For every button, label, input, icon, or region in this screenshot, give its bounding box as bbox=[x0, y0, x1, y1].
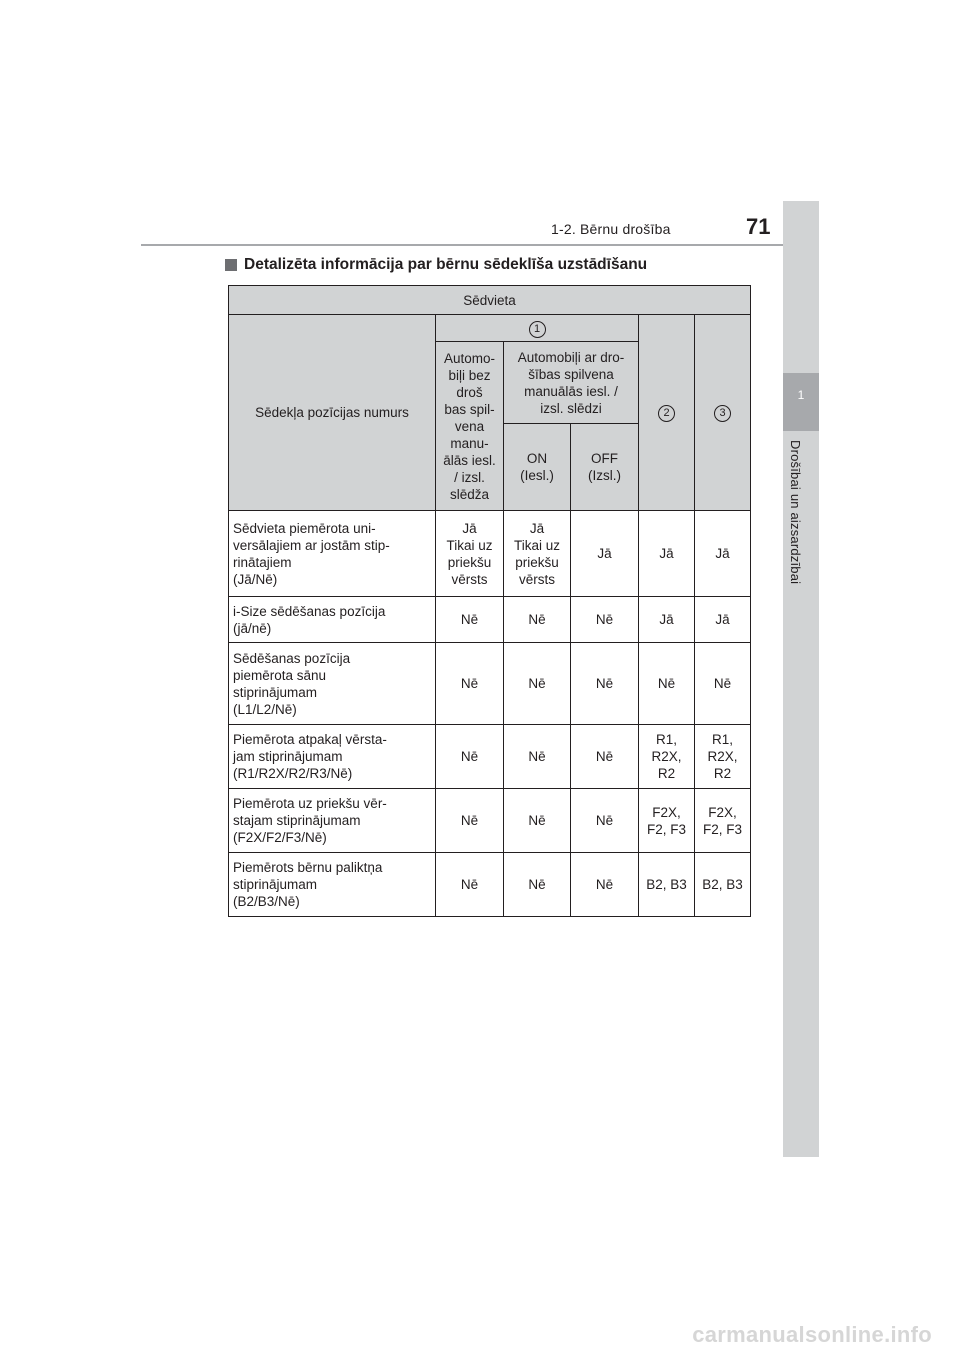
table-cell: Jā bbox=[639, 597, 695, 643]
row-label: Sēdēšanas pozīcija piemērota sānu stiprinājumam (L1/L2/Nē) bbox=[229, 643, 436, 725]
table-cell: Nē bbox=[571, 597, 639, 643]
row-label: i-Size sēdēšanas pozīcija (jā/nē) bbox=[229, 597, 436, 643]
table-cell: Jā Tikai uz priekšu vērsts bbox=[504, 511, 571, 597]
table-cell: Nē bbox=[436, 597, 504, 643]
table-cell: Nē bbox=[571, 643, 639, 725]
table-cell: Nē bbox=[436, 725, 504, 789]
col-with-switch: Automobiļi ar dro- šības spilvena manuālās iesl. / izsl. slēdzi bbox=[504, 342, 639, 424]
table-cell: R1, R2X, R2 bbox=[695, 725, 751, 789]
row-label: Piemērota uz priekšu vēr- stajam stiprinājumam (F2X/F2/F3/Nē) bbox=[229, 789, 436, 853]
seat-header: Sēdvieta bbox=[229, 286, 751, 315]
table-row bbox=[229, 789, 751, 853]
table-cell: Nē bbox=[571, 853, 639, 917]
seat-1-number: 1 bbox=[529, 321, 546, 338]
side-chapter-bar bbox=[783, 201, 819, 1157]
table-cell: Nē bbox=[504, 789, 571, 853]
page-number: 71 bbox=[746, 214, 771, 239]
table-cell: Nē bbox=[436, 789, 504, 853]
table-cell: Jā bbox=[571, 511, 639, 597]
seat-3-header bbox=[695, 315, 751, 511]
table-cell: Jā bbox=[695, 511, 751, 597]
table-cell: Nē bbox=[571, 725, 639, 789]
table-row bbox=[229, 511, 751, 597]
seat-2-header bbox=[639, 315, 695, 511]
table-row bbox=[229, 643, 751, 725]
table-cell: Nē bbox=[436, 643, 504, 725]
table-cell: B2, B3 bbox=[639, 853, 695, 917]
seat-2-number: 2 bbox=[658, 405, 675, 422]
table-cell: F2X, F2, F3 bbox=[695, 789, 751, 853]
col-on: ON (Iesl.) bbox=[504, 424, 571, 511]
side-chapter-tab[interactable] bbox=[783, 373, 819, 431]
section-heading bbox=[225, 256, 647, 274]
table-cell: F2X, F2, F3 bbox=[639, 789, 695, 853]
seat-3-number: 3 bbox=[714, 405, 731, 422]
running-header-section: 1-2. Bērnu drošība bbox=[551, 221, 671, 237]
chapter-number: 1 bbox=[797, 388, 805, 402]
table-cell: Jā Tikai uz priekšu vērsts bbox=[436, 511, 504, 597]
child-seat-installation-table bbox=[228, 285, 751, 917]
table-cell: Nē bbox=[504, 853, 571, 917]
table-cell: Nē bbox=[436, 853, 504, 917]
table-cell: Nē bbox=[504, 643, 571, 725]
col-no-switch: Automo- biļi bez droš bas spil- vena manu- ālās iesl. / izsl. slēdža bbox=[436, 342, 504, 511]
seat-1-header bbox=[436, 315, 639, 342]
header-divider bbox=[141, 244, 819, 246]
seat-position-label: Sēdekļa pozīcijas numurs bbox=[229, 315, 436, 511]
section-heading-text: Detalizēta informācija par bērnu sēdeklīša uzstādīšanu bbox=[244, 256, 648, 273]
table-cell: Nē bbox=[639, 643, 695, 725]
heading-square-icon bbox=[225, 259, 237, 271]
col-off: OFF (Izsl.) bbox=[571, 424, 639, 511]
row-label: Piemērota atpakaļ vērsta- jam stiprinājumam (R1/R2X/R2/R3/Nē) bbox=[229, 725, 436, 789]
table-cell: Jā bbox=[695, 597, 751, 643]
row-label: Sēdvieta piemērota uni- versālajiem ar jostām stip- rinātajiem (Jā/Nē) bbox=[229, 511, 436, 597]
row-label: Piemērots bērnu paliktņa stiprinājumam (B2/B3/Nē) bbox=[229, 853, 436, 917]
table-row bbox=[229, 725, 751, 789]
table-row bbox=[229, 597, 751, 643]
table-cell: R1, R2X, R2 bbox=[639, 725, 695, 789]
table-cell: Nē bbox=[504, 725, 571, 789]
table-cell: Jā bbox=[639, 511, 695, 597]
chapter-label: Drošībai un aizsardzībai bbox=[788, 440, 803, 585]
watermark: carmanualsonline.info bbox=[692, 1322, 932, 1347]
table-cell: Nē bbox=[571, 789, 639, 853]
table-cell: B2, B3 bbox=[695, 853, 751, 917]
table-cell: Nē bbox=[504, 597, 571, 643]
table-row bbox=[229, 853, 751, 917]
table-cell: Nē bbox=[695, 643, 751, 725]
